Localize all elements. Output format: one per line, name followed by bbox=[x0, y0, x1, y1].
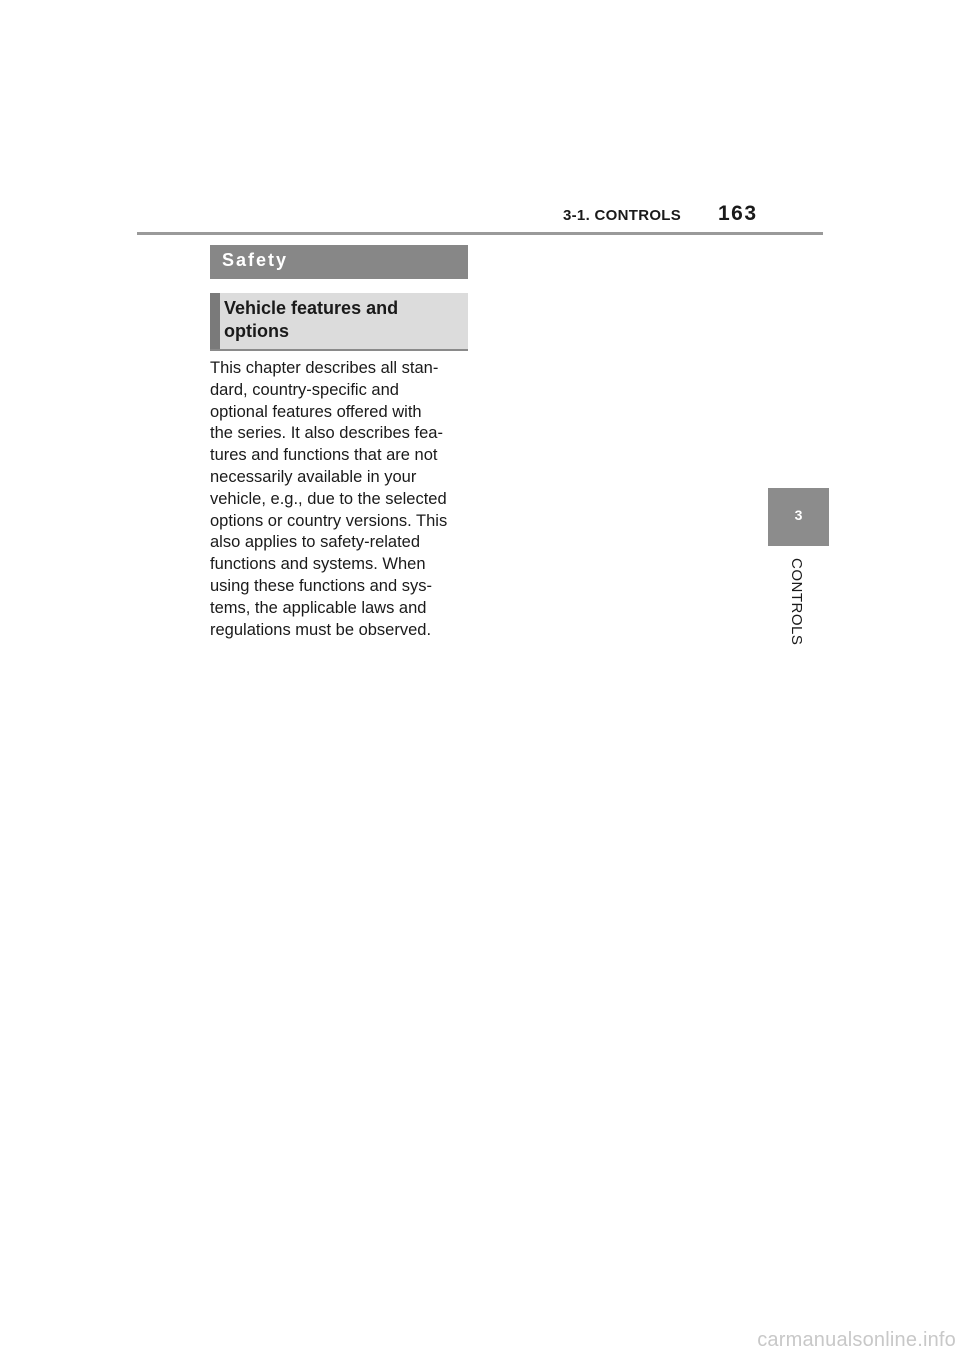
subsection-heading-box bbox=[210, 293, 468, 351]
page-number: 163 bbox=[718, 202, 758, 225]
chapter-tab bbox=[768, 488, 829, 546]
chapter-label: CONTROLS bbox=[788, 558, 805, 646]
subsection-accent-bar bbox=[210, 293, 220, 349]
body-line: dard, country-specific and bbox=[210, 380, 399, 399]
header-section-title: 3-1. CONTROLS bbox=[563, 207, 682, 224]
body-line: necessarily available in your bbox=[210, 467, 417, 486]
header-divider bbox=[137, 232, 823, 235]
watermark: carmanualsonline.info bbox=[757, 1329, 956, 1351]
body-line: vehicle, e.g., due to the selected bbox=[210, 489, 447, 508]
body-line: optional features offered with bbox=[210, 402, 422, 421]
body-line: functions and systems. When bbox=[210, 555, 426, 574]
subsection-heading: Vehicle features and options bbox=[224, 298, 399, 341]
body-line: This chapter describes all stan- bbox=[210, 359, 439, 377]
section-heading-bar bbox=[210, 245, 468, 279]
body-line: using these functions and sys- bbox=[210, 576, 432, 595]
chapter-number: 3 bbox=[794, 507, 803, 523]
body-line: tems, the applicable laws and bbox=[210, 598, 427, 617]
body-line: the series. It also describes fea- bbox=[210, 424, 443, 443]
body-line: regulations must be observed. bbox=[210, 620, 432, 639]
body-line: tures and functions that are not bbox=[210, 446, 438, 465]
body-line: options or country versions. This bbox=[210, 511, 448, 530]
body-line: also applies to safety-related bbox=[210, 533, 421, 552]
section-heading: Safety bbox=[222, 250, 289, 270]
body-paragraph bbox=[210, 358, 472, 641]
